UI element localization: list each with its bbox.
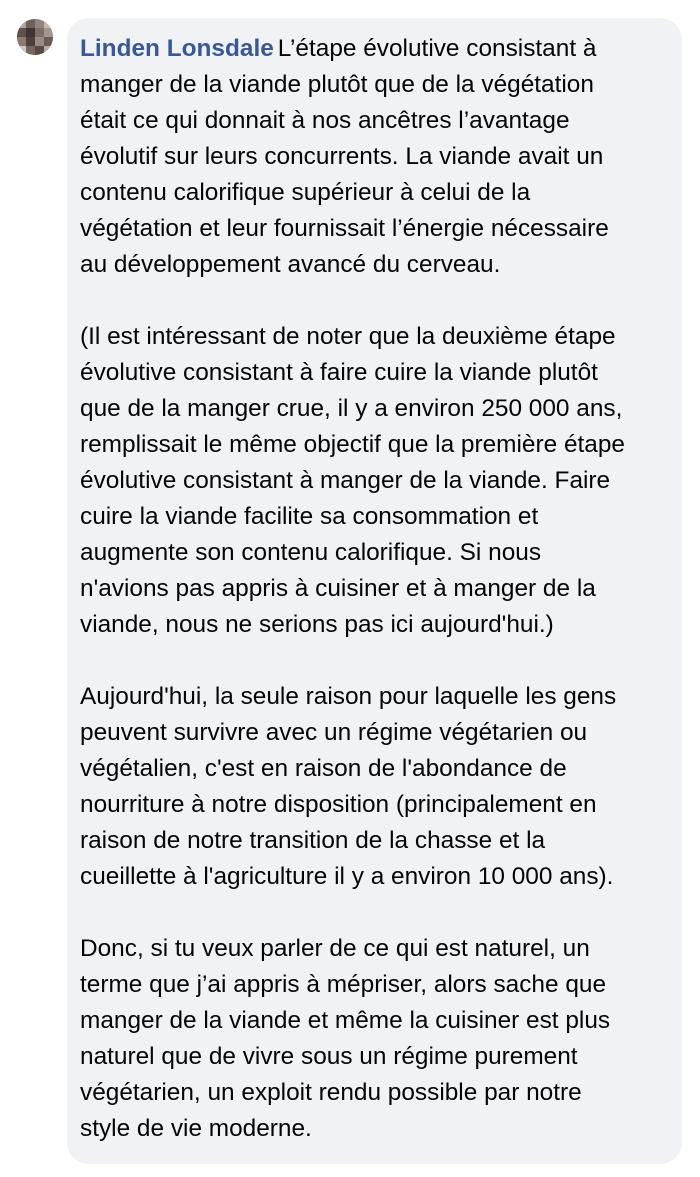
comment-line: naturel que de vivre sous un régime purement bbox=[80, 1043, 578, 1070]
comment-line: L’étape évolutive consistant à bbox=[277, 35, 597, 62]
comment-line: Aujourd'hui, la seule raison pour laquelle les gens bbox=[80, 683, 617, 710]
avatar-pixel bbox=[26, 19, 35, 28]
comment-line: cueillette à l'agriculture il y a environ 10 000 ans). bbox=[80, 863, 614, 890]
avatar-pixel bbox=[17, 37, 26, 46]
comment-line: Donc, si tu veux parler de ce qui est naturel, un bbox=[80, 935, 590, 962]
comment-line: n'avions pas appris à cuisiner et à manger de la bbox=[80, 575, 596, 602]
avatar-pixel bbox=[35, 19, 44, 28]
comment-line: cuire la viande facilite sa consommation et bbox=[80, 503, 539, 530]
comment-line: évolutive consistant à manger de la viande. Faire bbox=[80, 467, 611, 494]
avatar-pixel bbox=[44, 46, 53, 55]
comment-line: végétation et leur fournissait l’énergie nécessaire bbox=[80, 215, 609, 242]
avatar[interactable] bbox=[17, 19, 53, 55]
avatar-pixel bbox=[26, 46, 35, 55]
comment-line: style de vie moderne. bbox=[80, 1115, 312, 1142]
comment-line: au développement avancé du cerveau. bbox=[80, 251, 501, 278]
comment-bubble bbox=[67, 18, 682, 1164]
avatar-pixel bbox=[17, 46, 26, 55]
avatar-pixel bbox=[26, 28, 35, 37]
avatar-pixel bbox=[26, 37, 35, 46]
author-name-link[interactable]: Linden Lonsdale bbox=[80, 35, 274, 62]
comment-line: manger de la viande et même la cuisiner est plus bbox=[80, 1007, 611, 1034]
avatar-pixel bbox=[17, 19, 26, 28]
comment-line: contenu calorifique supérieur à celui de la bbox=[80, 179, 531, 206]
comment-paragraph bbox=[80, 31, 674, 283]
comment-line: terme que j’ai appris à mépriser, alors sache que bbox=[80, 971, 607, 998]
comment-line: peuvent survivre avec un régime végétarien ou bbox=[80, 719, 588, 746]
comment-line: viande, nous ne serions pas ici aujourd'hui.) bbox=[80, 611, 554, 638]
comment-line: remplissait le même objectif que la première étape bbox=[80, 431, 625, 458]
comment-line: évolutif sur leurs concurrents. La viande avait un bbox=[80, 143, 604, 170]
avatar-pixel bbox=[35, 28, 44, 37]
comment-line: était ce qui donnait à nos ancêtres l’avantage bbox=[80, 107, 570, 134]
comment-paragraph bbox=[80, 679, 674, 895]
comment-line: (Il est intéressant de noter que la deuxième étape bbox=[80, 323, 616, 350]
avatar-pixel bbox=[35, 46, 44, 55]
avatar-pixel bbox=[17, 28, 26, 37]
comment-line: végétarien, un exploit rendu possible par notre bbox=[80, 1079, 582, 1106]
comment-line: augmente son contenu calorifique. Si nous bbox=[80, 539, 542, 566]
comment-line: raison de notre transition de la chasse et la bbox=[80, 827, 546, 854]
avatar-pixel bbox=[44, 37, 53, 46]
comment-line: que de la manger crue, il y a environ 250 000 ans, bbox=[80, 395, 623, 422]
comment-line: végétalien, c'est en raison de l'abondance de bbox=[80, 755, 567, 782]
comment-line: nourriture à notre disposition (principalement en bbox=[80, 791, 597, 818]
avatar-pixel bbox=[44, 19, 53, 28]
avatar-pixel bbox=[35, 37, 44, 46]
comment-paragraph bbox=[80, 319, 674, 643]
comment-line: évolutive consistant à faire cuire la viande plutôt bbox=[80, 359, 598, 386]
avatar-pixel bbox=[44, 28, 53, 37]
comment-paragraph bbox=[80, 931, 674, 1147]
comment-line: manger de la viande plutôt que de la végétation bbox=[80, 71, 594, 98]
